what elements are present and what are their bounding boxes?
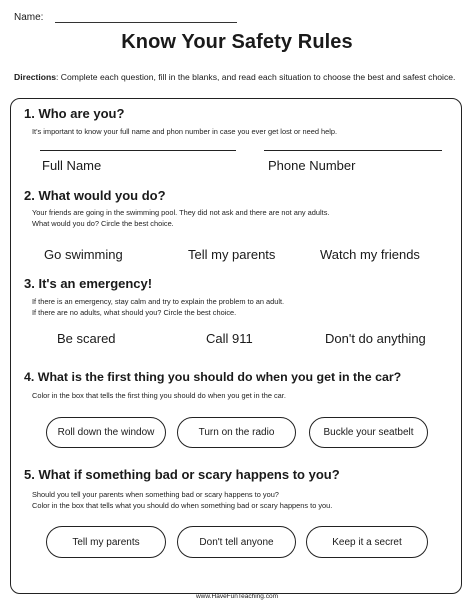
option-buckle-seatbelt[interactable]: Buckle your seatbelt [309,417,428,448]
phone-number-label: Phone Number [268,158,356,173]
option-tell-my-parents[interactable]: Tell my parents [46,526,166,558]
q5-title: 5. What if something bad or scary happens to you? [24,467,340,482]
directions-text: : Complete each question, fill in the blanks, and read each situation to choose the best and safest choice. [56,72,456,82]
option-keep-it-secret[interactable]: Keep it a secret [306,526,428,558]
full-name-label: Full Name [42,158,102,173]
name-label: Name: [14,12,44,23]
choice-tell-my-parents[interactable]: Tell my parents [188,247,276,262]
q2-note-line-1: Your friends are going in the swimming pool. They did not ask and there are not any adults. [32,208,330,217]
phone-number-line[interactable] [264,150,442,151]
q5-note-line-2: Color in the box that tells what you should do when something bad or scary happens to you. [32,501,333,510]
q1-note: It's important to know your full name and phon number in case you ever get lost or need help. [32,127,338,136]
q4-title: 4. What is the first thing you should do when you get in the car? [24,370,402,384]
q3-note-line-2: If there are no adults, what should you? Circle the best choice. [32,308,237,317]
choice-watch-my-friends[interactable]: Watch my friends [320,247,420,262]
choice-call-911[interactable]: Call 911 [206,331,253,346]
q3-note-line-1: If there is an emergency, stay calm and try to explain the problem to an adult. [32,297,285,306]
page-title: Know Your Safety Rules [121,31,353,53]
full-name-line[interactable] [40,150,236,151]
option-turn-on-radio[interactable]: Turn on the radio [177,417,296,448]
q1-title: 1. Who are you? [24,106,125,121]
footer-website: www.HaveFunTeaching.com [195,593,278,600]
choice-go-swimming[interactable]: Go swimming [44,247,123,262]
q3-title: 3. It's an emergency! [24,276,153,291]
choice-dont-do-anything[interactable]: Don't do anything [325,331,426,346]
directions-label: Directions [14,72,57,82]
q2-note-line-2: What would you do? Circle the best choice. [32,219,174,228]
directions [14,72,464,83]
option-roll-down-window[interactable]: Roll down the window [46,417,166,448]
q4-note: Color in the box that tells the first thing you should do when you get in the car. [32,391,286,400]
option-dont-tell-anyone[interactable]: Don't tell anyone [177,526,296,558]
q5-note-line-1: Should you tell your parents when something bad or scary happens to you? [32,490,279,499]
name-input-line[interactable] [55,22,237,23]
q2-title: 2. What would you do? [24,188,166,203]
choice-be-scared[interactable]: Be scared [57,331,116,346]
